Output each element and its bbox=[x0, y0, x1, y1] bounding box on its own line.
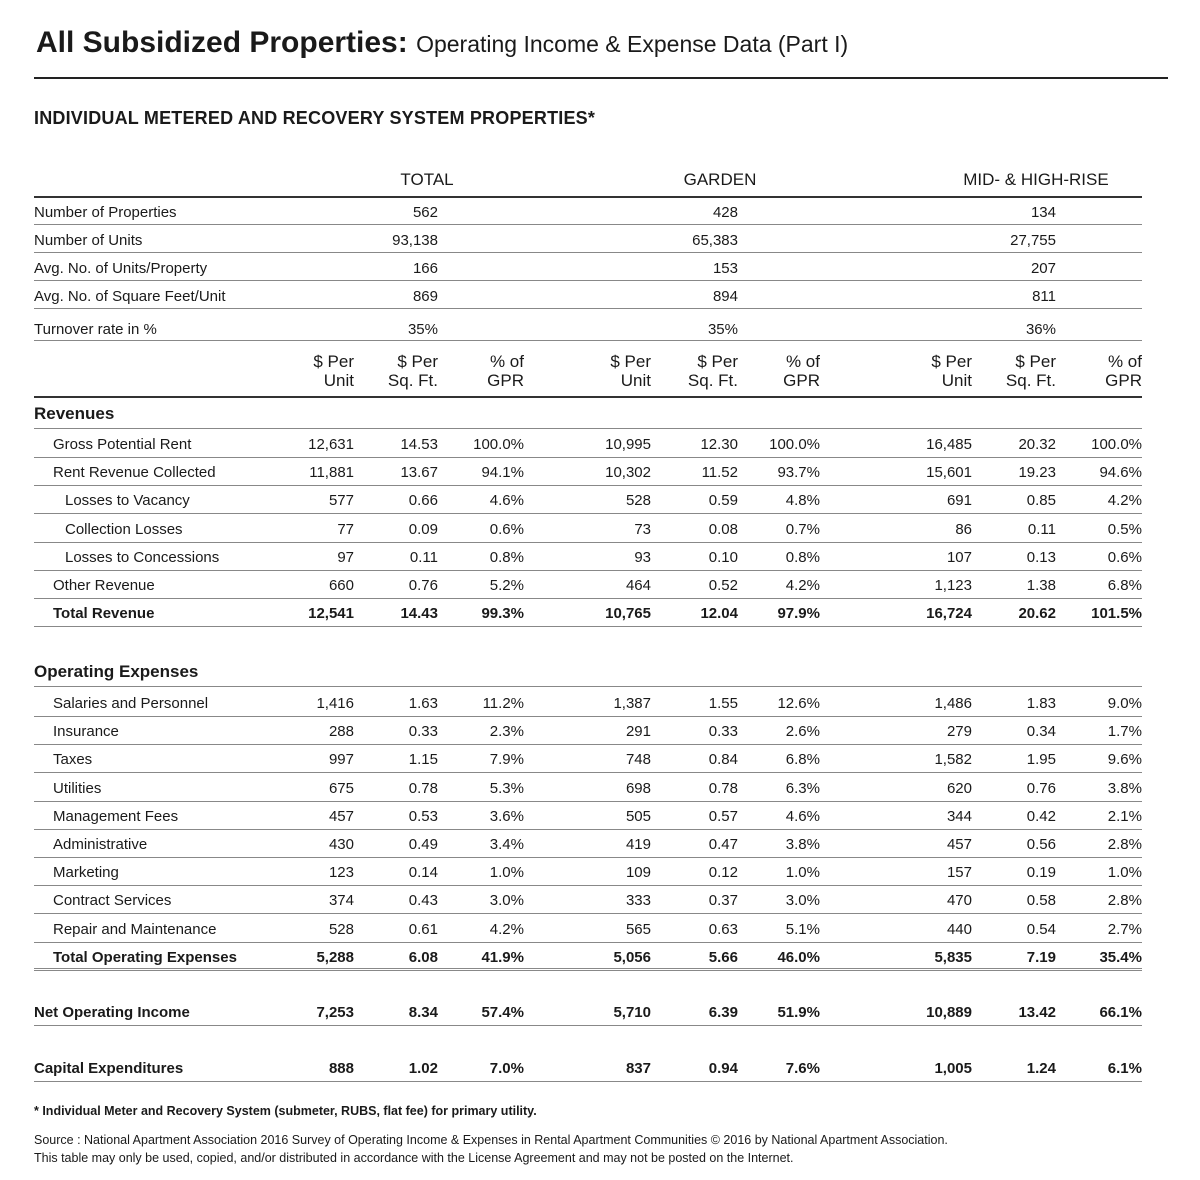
cell-value: 4.2% bbox=[489, 920, 524, 938]
row-divider bbox=[34, 224, 1142, 225]
cell-value: 20.32 bbox=[1018, 436, 1056, 453]
cell-value: 6.1% bbox=[1107, 1060, 1142, 1077]
row-divider bbox=[34, 968, 1142, 969]
cell-value: 5.1% bbox=[785, 920, 820, 938]
cell-value: 4.6% bbox=[489, 492, 524, 510]
cell-value: 5.66 bbox=[708, 948, 738, 966]
column-header-line2: Unit bbox=[323, 371, 354, 390]
cell-value: 123 bbox=[328, 864, 354, 882]
row-label: Losses to Vacancy bbox=[65, 492, 190, 510]
cell-value: 748 bbox=[625, 751, 651, 769]
summary-value: 35% bbox=[407, 321, 438, 338]
summary-value: 153 bbox=[712, 260, 738, 277]
net-operating-income-row bbox=[34, 1000, 1142, 1028]
source-note bbox=[34, 1131, 948, 1167]
revenue-row bbox=[34, 601, 1142, 629]
cell-value: 1.55 bbox=[708, 695, 738, 712]
row-divider bbox=[34, 857, 1142, 858]
summary-value: 27,755 bbox=[1010, 232, 1056, 249]
cell-value: 344 bbox=[946, 807, 972, 825]
column-header-line1: $ Per bbox=[931, 352, 972, 371]
column-group-heading: GARDEN bbox=[683, 170, 757, 189]
cell-value: 2.7% bbox=[1107, 920, 1142, 938]
cell-value: 0.84 bbox=[708, 751, 738, 769]
row-label: Avg. No. of Units/Property bbox=[34, 260, 208, 277]
cell-value: 93.7% bbox=[777, 464, 820, 482]
column-header-line1: % of bbox=[1107, 352, 1142, 371]
cell-value: 1.0% bbox=[785, 864, 820, 882]
cell-value: 0.54 bbox=[1026, 920, 1056, 938]
cell-value: 0.52 bbox=[708, 577, 738, 594]
cell-value: 3.4% bbox=[489, 836, 524, 853]
row-divider bbox=[34, 744, 1142, 745]
cell-value: 0.14 bbox=[408, 864, 438, 882]
cell-value: 6.08 bbox=[408, 948, 438, 966]
cell-value: 5,710 bbox=[613, 1004, 651, 1021]
expense-row bbox=[34, 719, 1142, 747]
cell-value: 698 bbox=[625, 779, 651, 797]
cell-value: 0.8% bbox=[785, 548, 820, 566]
row-divider bbox=[34, 457, 1142, 458]
column-header-line1: $ Per bbox=[697, 352, 738, 371]
cell-value: 1.95 bbox=[1026, 751, 1056, 769]
row-divider bbox=[34, 340, 1142, 341]
category-heading-expenses: Operating Expenses bbox=[34, 662, 199, 681]
row-label: Taxes bbox=[53, 751, 93, 769]
row-label: Repair and Maintenance bbox=[53, 920, 217, 938]
source-line: Source : National Apartment Association 2016 Survey of Operating Income & Expenses in Rental Apartment Communities © 2016 by National Apartment Association. bbox=[34, 1133, 948, 1147]
summary-value: 811 bbox=[1032, 288, 1056, 305]
row-label: Administrative bbox=[53, 836, 148, 853]
cell-value: 93 bbox=[634, 548, 651, 566]
cell-value: 12.6% bbox=[777, 695, 820, 712]
cell-value: 14.43 bbox=[400, 605, 438, 623]
summary-value: 166 bbox=[412, 260, 438, 277]
cell-value: 0.33 bbox=[708, 723, 738, 741]
cell-value: 3.0% bbox=[489, 892, 524, 910]
column-group-heading: TOTAL bbox=[400, 170, 454, 189]
cell-value: 374 bbox=[328, 892, 354, 910]
summary-value: 894 bbox=[712, 288, 738, 305]
cell-value: 419 bbox=[625, 836, 651, 853]
cell-value: 0.76 bbox=[408, 577, 438, 594]
cell-value: 57.4% bbox=[481, 1004, 524, 1021]
cell-value: 288 bbox=[328, 723, 354, 741]
cell-value: 14.53 bbox=[400, 436, 438, 453]
cell-value: 6.39 bbox=[708, 1004, 738, 1021]
cell-value: 1.24 bbox=[1026, 1060, 1056, 1077]
cell-value: 0.42 bbox=[1026, 807, 1056, 825]
cell-value: 888 bbox=[328, 1060, 354, 1077]
cell-value: 457 bbox=[946, 836, 972, 853]
row-divider bbox=[34, 485, 1142, 486]
expense-row bbox=[34, 860, 1142, 888]
cell-value: 107 bbox=[946, 548, 972, 566]
row-label: Management Fees bbox=[53, 807, 179, 825]
cell-value: 9.6% bbox=[1107, 751, 1142, 769]
cell-value: 0.33 bbox=[408, 723, 438, 741]
cell-value: 12,541 bbox=[308, 605, 354, 623]
cell-value: 8.34 bbox=[408, 1004, 438, 1021]
cell-value: 3.8% bbox=[1107, 779, 1142, 797]
cell-value: 5,288 bbox=[316, 948, 354, 966]
cell-value: 5,835 bbox=[934, 948, 972, 966]
column-header bbox=[1042, 352, 1142, 390]
title-divider bbox=[34, 77, 1168, 79]
cell-value: 100.0% bbox=[769, 436, 820, 453]
cell-value: 0.63 bbox=[708, 920, 738, 938]
cell-value: 528 bbox=[625, 492, 651, 510]
section-heading: INDIVIDUAL METERED AND RECOVERY SYSTEM PROPERTIES* bbox=[34, 108, 596, 128]
cell-value: 430 bbox=[328, 836, 354, 853]
cell-value: 0.43 bbox=[408, 892, 438, 910]
cell-value: 4.2% bbox=[1107, 492, 1142, 510]
cell-value: 11.52 bbox=[701, 464, 738, 482]
column-header-line2: Sq. Ft. bbox=[387, 371, 438, 390]
cell-value: 5.2% bbox=[489, 577, 524, 594]
cell-value: 2.8% bbox=[1107, 836, 1142, 853]
revenue-row bbox=[34, 517, 1142, 545]
cell-value: 470 bbox=[946, 892, 972, 910]
cell-value: 12.04 bbox=[700, 605, 738, 623]
row-label: Turnover rate in % bbox=[34, 321, 157, 338]
row-divider bbox=[34, 885, 1142, 886]
row-label: Net Operating Income bbox=[34, 1004, 190, 1021]
cell-value: 13.42 bbox=[1018, 1004, 1056, 1021]
cell-value: 12.30 bbox=[700, 436, 738, 453]
column-header-line2: Unit bbox=[941, 371, 972, 390]
cell-value: 4.8% bbox=[785, 492, 820, 510]
revenue-row bbox=[34, 432, 1142, 460]
cell-value: 528 bbox=[328, 920, 354, 938]
cell-value: 73 bbox=[634, 520, 651, 538]
row-divider bbox=[34, 428, 1142, 429]
cell-value: 9.0% bbox=[1107, 695, 1142, 712]
cell-value: 66.1% bbox=[1099, 1004, 1142, 1021]
cell-value: 0.85 bbox=[1026, 492, 1056, 510]
cell-value: 1.7% bbox=[1107, 723, 1142, 741]
cell-value: 1.0% bbox=[1107, 864, 1142, 882]
cell-value: 94.6% bbox=[1099, 464, 1142, 482]
row-label: Capital Expenditures bbox=[34, 1060, 184, 1077]
cell-value: 3.8% bbox=[785, 836, 820, 853]
row-label: Total Operating Expenses bbox=[53, 948, 237, 966]
revenue-row bbox=[34, 545, 1142, 573]
cell-value: 3.0% bbox=[785, 892, 820, 910]
row-label: Contract Services bbox=[53, 892, 172, 910]
cell-value: 7.9% bbox=[489, 751, 524, 769]
cell-value: 1,123 bbox=[934, 577, 972, 594]
cell-value: 0.37 bbox=[708, 892, 738, 910]
cell-value: 0.10 bbox=[708, 548, 738, 566]
cell-value: 0.09 bbox=[408, 520, 438, 538]
cell-value: 565 bbox=[625, 920, 651, 938]
cell-value: 101.5% bbox=[1091, 605, 1142, 623]
license-line: This table may only be used, copied, and/or distributed in accordance with the License Agreement and may not be posted on the Internet. bbox=[34, 1151, 794, 1165]
cell-value: 279 bbox=[946, 723, 972, 741]
cell-value: 0.78 bbox=[408, 779, 438, 797]
cell-value: 7.19 bbox=[1026, 948, 1056, 966]
cell-value: 1.38 bbox=[1026, 577, 1056, 594]
expense-row bbox=[34, 804, 1142, 832]
cell-value: 16,485 bbox=[926, 436, 972, 453]
column-header bbox=[720, 352, 820, 390]
cell-value: 1.02 bbox=[408, 1060, 438, 1077]
column-header-line2: GPR bbox=[1105, 371, 1142, 390]
cell-value: 6.8% bbox=[1107, 577, 1142, 594]
cell-value: 0.61 bbox=[408, 920, 438, 938]
row-divider bbox=[34, 196, 1142, 198]
cell-value: 0.58 bbox=[1026, 892, 1056, 910]
cell-value: 77 bbox=[337, 520, 354, 538]
row-divider bbox=[34, 570, 1142, 571]
row-divider bbox=[34, 280, 1142, 281]
column-header-line2: Unit bbox=[620, 371, 651, 390]
expense-row bbox=[34, 832, 1142, 860]
cell-value: 440 bbox=[946, 920, 972, 938]
expense-row bbox=[34, 776, 1142, 804]
cell-value: 86 bbox=[955, 520, 972, 538]
cell-value: 99.3% bbox=[481, 605, 524, 623]
summary-value: 134 bbox=[1030, 204, 1056, 221]
column-header-line1: $ Per bbox=[1015, 352, 1056, 371]
cell-value: 0.57 bbox=[708, 807, 738, 825]
page-title-sub: Operating Income & Expense Data (Part I) bbox=[416, 31, 849, 57]
row-divider bbox=[34, 626, 1142, 627]
expense-row bbox=[34, 691, 1142, 719]
cell-value: 1,416 bbox=[316, 695, 354, 712]
cell-value: 0.11 bbox=[409, 548, 438, 566]
cell-value: 1,582 bbox=[934, 751, 972, 769]
summary-value: 93,138 bbox=[392, 232, 438, 249]
cell-value: 4.2% bbox=[785, 577, 820, 594]
column-header bbox=[956, 352, 1056, 390]
cell-value: 837 bbox=[625, 1060, 651, 1077]
footnote: * Individual Meter and Recovery System (submeter, RUBS, flat fee) for primary utility. bbox=[34, 1104, 537, 1118]
row-divider bbox=[34, 396, 1142, 398]
cell-value: 100.0% bbox=[1091, 436, 1142, 453]
row-label: Salaries and Personnel bbox=[53, 695, 209, 712]
row-label: Losses to Concessions bbox=[65, 548, 220, 566]
cell-value: 97 bbox=[337, 548, 354, 566]
category-heading-revenues: Revenues bbox=[34, 404, 115, 423]
cell-value: 2.3% bbox=[489, 723, 524, 741]
cell-value: 5.3% bbox=[489, 779, 524, 797]
cell-value: 10,765 bbox=[605, 605, 651, 623]
summary-value: 65,383 bbox=[692, 232, 738, 249]
summary-value: 35% bbox=[707, 321, 738, 338]
summary-value: 562 bbox=[412, 204, 438, 221]
cell-value: 19.23 bbox=[1018, 464, 1056, 482]
row-label: Other Revenue bbox=[53, 577, 155, 594]
cell-value: 0.59 bbox=[708, 492, 738, 510]
cell-value: 10,302 bbox=[605, 464, 651, 482]
cell-value: 5,056 bbox=[613, 948, 651, 966]
row-label: Avg. No. of Square Feet/Unit bbox=[34, 288, 226, 305]
cell-value: 0.08 bbox=[708, 520, 738, 538]
cell-value: 7.0% bbox=[489, 1060, 524, 1077]
cell-value: 1.15 bbox=[408, 751, 438, 769]
cell-value: 12,631 bbox=[308, 436, 354, 453]
row-divider bbox=[34, 542, 1142, 543]
row-label: Gross Potential Rent bbox=[53, 436, 192, 453]
row-label: Rent Revenue Collected bbox=[53, 464, 216, 482]
page-title-bold: All Subsidized Properties: bbox=[36, 26, 408, 59]
cell-value: 505 bbox=[625, 807, 651, 825]
cell-value: 6.3% bbox=[785, 779, 820, 797]
cell-value: 675 bbox=[328, 779, 354, 797]
cell-value: 0.7% bbox=[785, 520, 820, 538]
column-header-line2: Sq. Ft. bbox=[1005, 371, 1056, 390]
cell-value: 0.6% bbox=[1107, 548, 1142, 566]
summary-value: 36% bbox=[1025, 321, 1056, 338]
cell-value: 7.6% bbox=[785, 1060, 820, 1077]
cell-value: 620 bbox=[946, 779, 972, 797]
cell-value: 97.9% bbox=[777, 605, 820, 623]
column-header-line1: $ Per bbox=[610, 352, 651, 371]
column-header-line1: $ Per bbox=[397, 352, 438, 371]
cell-value: 15,601 bbox=[926, 464, 972, 482]
column-header-line2: GPR bbox=[487, 371, 524, 390]
cell-value: 660 bbox=[328, 577, 354, 594]
cell-value: 1.83 bbox=[1026, 695, 1056, 712]
cell-value: 7,253 bbox=[316, 1004, 354, 1021]
cell-value: 1,486 bbox=[934, 695, 972, 712]
cell-value: 0.19 bbox=[1026, 864, 1056, 882]
cell-value: 0.11 bbox=[1027, 520, 1056, 538]
cell-value: 2.1% bbox=[1107, 807, 1142, 825]
column-header bbox=[424, 352, 524, 390]
cell-value: 51.9% bbox=[777, 1004, 820, 1021]
row-divider bbox=[34, 686, 1142, 687]
column-header-line1: % of bbox=[785, 352, 820, 371]
column-header-line1: % of bbox=[489, 352, 524, 371]
row-label: Marketing bbox=[53, 864, 119, 882]
cell-value: 291 bbox=[625, 723, 651, 741]
row-divider bbox=[34, 252, 1142, 253]
row-label: Collection Losses bbox=[65, 520, 183, 538]
cell-value: 0.49 bbox=[408, 836, 438, 853]
cell-value: 0.66 bbox=[408, 492, 438, 510]
cell-value: 0.53 bbox=[408, 807, 438, 825]
cell-value: 10,889 bbox=[926, 1004, 972, 1021]
revenue-row bbox=[34, 460, 1142, 488]
row-label: Number of Units bbox=[34, 232, 143, 249]
cell-value: 1,387 bbox=[613, 695, 651, 712]
revenue-row bbox=[34, 573, 1142, 601]
capital-expenditures-row bbox=[34, 1056, 1142, 1084]
row-divider bbox=[34, 598, 1142, 599]
cell-value: 157 bbox=[946, 864, 972, 882]
cell-value: 20.62 bbox=[1018, 605, 1056, 623]
cell-value: 35.4% bbox=[1099, 948, 1142, 966]
column-header-line2: Sq. Ft. bbox=[687, 371, 738, 390]
row-divider bbox=[34, 772, 1142, 773]
column-group-heading: MID- & HIGH-RISE bbox=[963, 170, 1109, 189]
cell-value: 11.2% bbox=[482, 695, 524, 712]
summary-value: 869 bbox=[412, 288, 438, 305]
cell-value: 1.63 bbox=[408, 695, 438, 712]
cell-value: 11,881 bbox=[309, 464, 354, 482]
cell-value: 0.8% bbox=[489, 548, 524, 566]
cell-value: 2.6% bbox=[785, 723, 820, 741]
cell-value: 109 bbox=[625, 864, 651, 882]
cell-value: 0.6% bbox=[489, 520, 524, 538]
cell-value: 1.0% bbox=[489, 864, 524, 882]
cell-value: 0.76 bbox=[1026, 779, 1056, 797]
cell-value: 0.34 bbox=[1026, 723, 1056, 741]
cell-value: 0.78 bbox=[708, 779, 738, 797]
cell-value: 691 bbox=[946, 492, 972, 510]
row-label: Insurance bbox=[53, 723, 119, 741]
cell-value: 0.13 bbox=[1026, 548, 1056, 566]
cell-value: 4.6% bbox=[785, 807, 820, 825]
column-header-line1: $ Per bbox=[313, 352, 354, 371]
cell-value: 100.0% bbox=[473, 436, 524, 453]
row-divider bbox=[34, 1081, 1142, 1082]
summary-value: 207 bbox=[1030, 260, 1056, 277]
cell-value: 3.6% bbox=[489, 807, 524, 825]
cell-value: 41.9% bbox=[481, 948, 524, 966]
row-label: Number of Properties bbox=[34, 204, 177, 221]
row-divider bbox=[34, 829, 1142, 830]
row-divider bbox=[34, 970, 1142, 971]
cell-value: 94.1% bbox=[481, 464, 524, 482]
column-header bbox=[338, 352, 438, 390]
cell-value: 577 bbox=[328, 492, 354, 510]
cell-value: 997 bbox=[328, 751, 354, 769]
cell-value: 0.94 bbox=[708, 1060, 738, 1077]
cell-value: 1,005 bbox=[934, 1060, 972, 1077]
expense-row bbox=[34, 917, 1142, 945]
row-divider bbox=[34, 801, 1142, 802]
cell-value: 10,995 bbox=[605, 436, 651, 453]
row-divider bbox=[34, 942, 1142, 943]
cell-value: 6.8% bbox=[785, 751, 820, 769]
cell-value: 0.56 bbox=[1026, 836, 1056, 853]
row-divider bbox=[34, 716, 1142, 717]
cell-value: 333 bbox=[625, 892, 651, 910]
row-divider bbox=[34, 913, 1142, 914]
row-label: Utilities bbox=[53, 779, 102, 797]
row-label: Total Revenue bbox=[53, 605, 155, 623]
cell-value: 13.67 bbox=[400, 464, 438, 482]
cell-value: 16,724 bbox=[926, 605, 972, 623]
cell-value: 2.8% bbox=[1107, 892, 1142, 910]
cell-value: 0.5% bbox=[1107, 520, 1142, 538]
cell-value: 0.12 bbox=[708, 864, 738, 882]
cell-value: 464 bbox=[625, 577, 651, 594]
row-divider bbox=[34, 513, 1142, 514]
summary-value: 428 bbox=[712, 204, 738, 221]
column-header-line2: GPR bbox=[783, 371, 820, 390]
page-title bbox=[36, 26, 848, 60]
cell-value: 46.0% bbox=[777, 948, 820, 966]
row-divider bbox=[34, 1025, 1142, 1026]
column-header bbox=[551, 352, 651, 390]
cell-value: 457 bbox=[328, 807, 354, 825]
row-divider bbox=[34, 308, 1142, 309]
cell-value: 0.47 bbox=[708, 836, 738, 853]
